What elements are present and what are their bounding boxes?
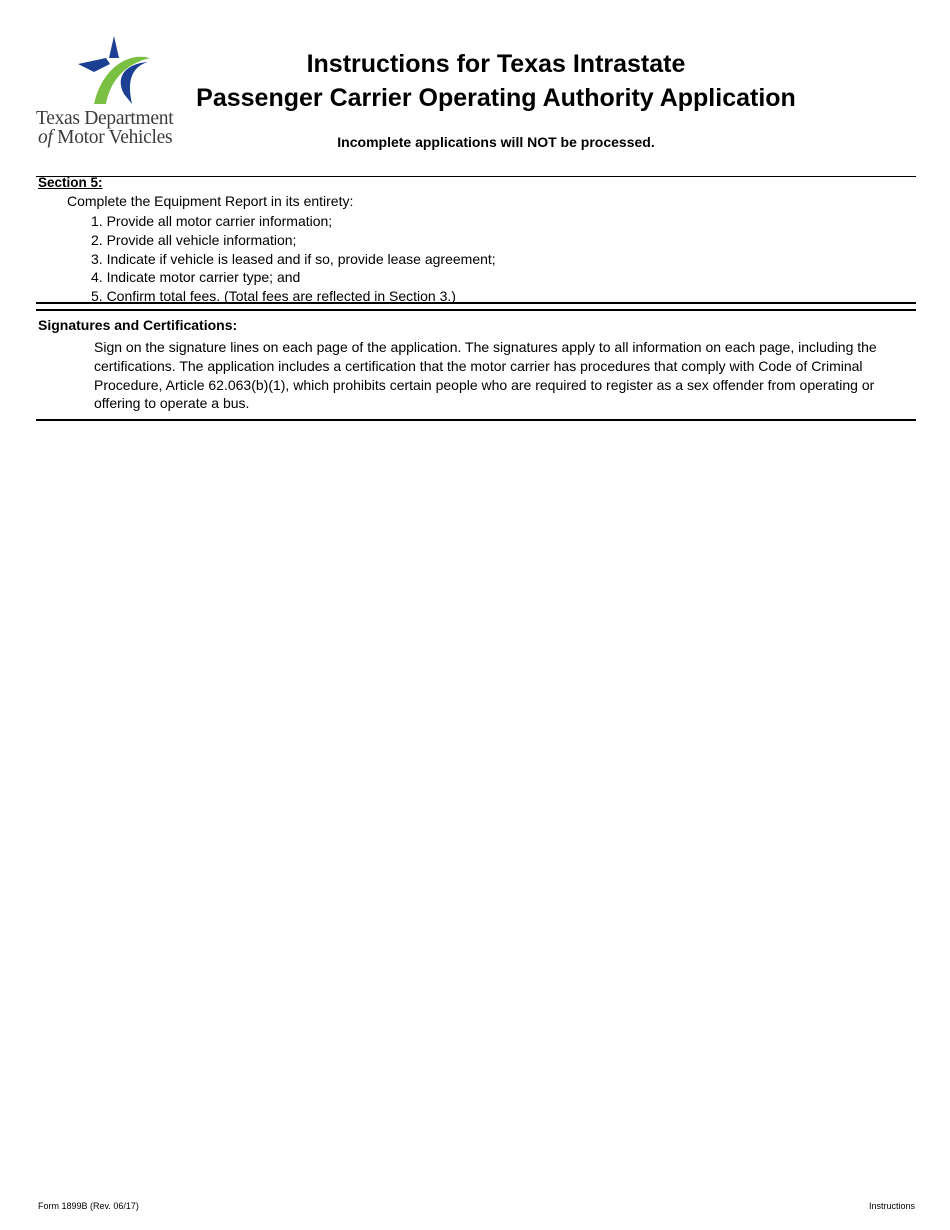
section5-heading: Section 5: (38, 175, 103, 190)
logo-text-line2 (38, 127, 172, 149)
form-number: Form 1899B (Rev. 06/17) (38, 1201, 139, 1211)
page-label: Instructions (868, 1201, 915, 1211)
section5-list (91, 212, 496, 306)
section5-list-item: 3. Indicate if vehicle is leased and if so, provide lease agreement; (91, 250, 496, 267)
section5-intro: Complete the Equipment Report in its entirety: (67, 193, 354, 209)
logo-text-line1: Texas Department (36, 108, 174, 129)
signatures-body: Sign on the signature lines on each page of the application. The signatures apply to all information on each page, including the certifications. The application includes a certification that the motor carrier has procedures that comply with Code of Criminal Procedure, Article 62.063(b)(1), which prohibits certain people who are required to register as a sex offender from operating or offering to operate a bus. (94, 339, 877, 412)
page-title-line1: Instructions for Texas Intrastate (306, 50, 686, 78)
section5-list-item: 2. Provide all vehicle information; (91, 231, 297, 248)
section-double-divider (36, 302, 916, 311)
page-title-line2: Passenger Carrier Operating Authority Application (196, 84, 796, 112)
signatures-heading: Signatures and Certifications: (38, 317, 238, 333)
logo-text-motor-vehicles: Motor Vehicles (52, 127, 173, 148)
txdmv-logo (36, 34, 196, 150)
signatures-bottom-divider (36, 419, 916, 421)
section5-list-item: 5. Confirm total fees. (Total fees are reflected in Section 3.) (91, 288, 456, 305)
incomplete-warning: Incomplete applications will NOT be processed. (337, 134, 655, 150)
section5-list-item: 1. Provide all motor carrier information; (91, 213, 333, 229)
section5-top-divider (36, 176, 916, 177)
star-logo-icon (76, 34, 156, 108)
section5-list-item: 4. Indicate motor carrier type; and (91, 269, 301, 286)
logo-text-of: of (38, 127, 53, 148)
